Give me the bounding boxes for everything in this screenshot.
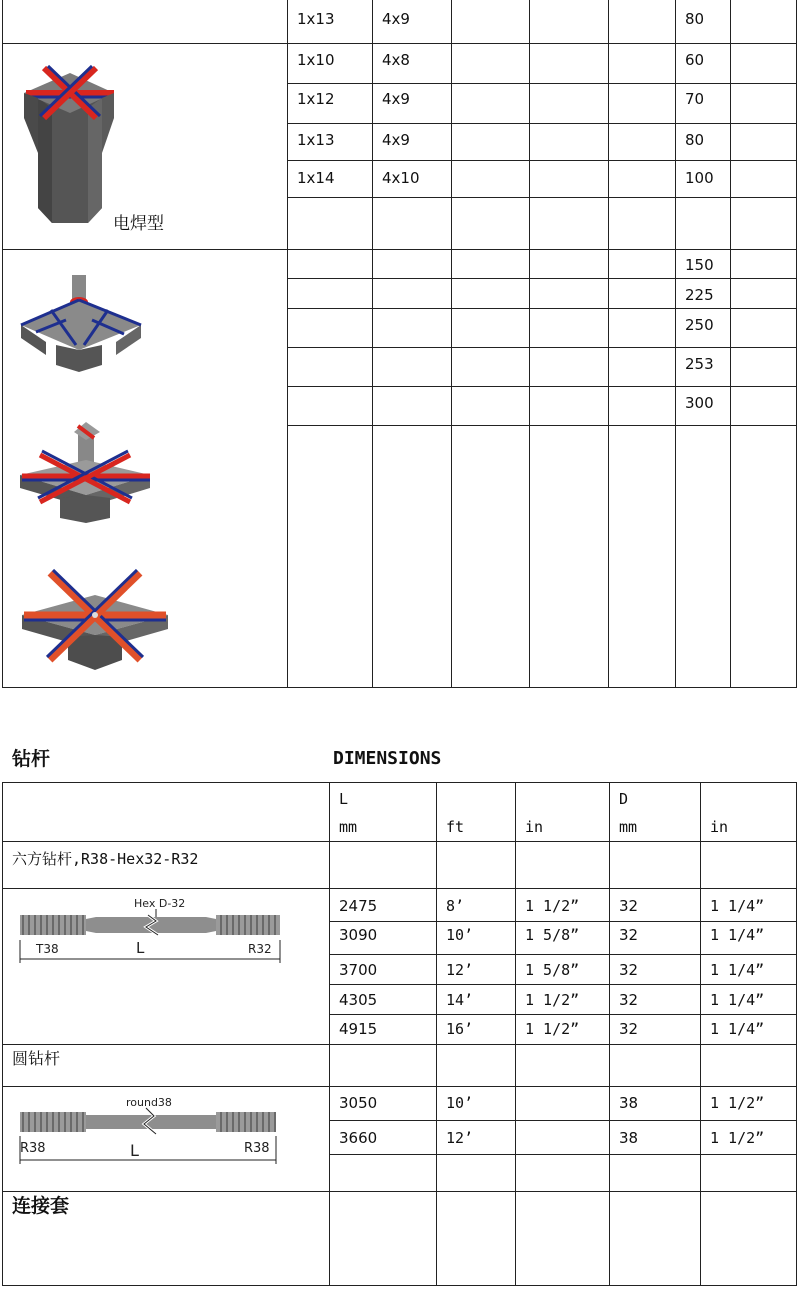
header-d-mm: mm <box>619 818 638 836</box>
cell: 2475 <box>339 897 378 915</box>
cell: 10’ <box>446 926 474 944</box>
cell: 32 <box>619 897 639 915</box>
cell: 225 <box>685 286 714 304</box>
hex-rod-title: 六方钻杆,R38-Hex32-R32 <box>12 850 199 868</box>
cell: 16’ <box>446 1020 474 1038</box>
cross-bit-image <box>14 58 124 228</box>
cell: 1x13 <box>297 131 335 149</box>
six-wing-bit-image <box>18 420 153 525</box>
cell: 300 <box>685 394 714 412</box>
round-rod-mid-label: L <box>130 1141 139 1160</box>
cell: 32 <box>619 1020 639 1038</box>
header-in: in <box>525 818 544 836</box>
cell: 4x10 <box>382 169 420 187</box>
cell: 100 <box>685 169 714 187</box>
round-rod-top-label: round38 <box>126 1096 172 1109</box>
cell: 10’ <box>446 1094 474 1112</box>
dimensions-title: DIMENSIONS <box>333 748 442 769</box>
cell: 1 5/8” <box>525 961 580 979</box>
cell: 1x13 <box>297 10 335 28</box>
cell: 1x14 <box>297 169 335 187</box>
cell: 1 1/4” <box>710 991 765 1009</box>
cell: 4x9 <box>382 90 410 108</box>
header-D: D <box>619 790 629 808</box>
cell: 1 1/2” <box>525 897 580 915</box>
cell: 80 <box>685 10 705 28</box>
cell: 1x10 <box>297 51 335 69</box>
cell: 1 1/2” <box>710 1129 765 1147</box>
cell: 32 <box>619 961 639 979</box>
cell: 4305 <box>339 991 378 1009</box>
cell: 1 1/2” <box>525 991 580 1009</box>
round-rod-right-label: R38 <box>244 1141 270 1156</box>
header-mm: mm <box>339 818 358 836</box>
cell: 32 <box>619 991 639 1009</box>
cell: 3090 <box>339 926 378 944</box>
hex-rod-top-label: Hex D-32 <box>134 897 186 910</box>
round-rod-title: 圆钻杆 <box>12 1049 61 1068</box>
cell: 1x12 <box>297 90 335 108</box>
cell: 1 1/2” <box>525 1020 580 1038</box>
cell: 1 1/2” <box>710 1094 765 1112</box>
hex-rod-left-label: T38 <box>36 942 59 956</box>
hex-rod-drawing <box>16 895 296 965</box>
hex-rod-right-label: R32 <box>248 942 272 956</box>
cell: 4915 <box>339 1020 378 1038</box>
cell: 4x8 <box>382 51 410 69</box>
header-L: L <box>339 790 349 808</box>
cell: 253 <box>685 355 714 373</box>
cell: 32 <box>619 926 639 944</box>
cell: 1 5/8” <box>525 926 580 944</box>
cell: 80 <box>685 131 705 149</box>
cell: 12’ <box>446 961 474 979</box>
hex-rod-mid-label: L <box>136 939 145 957</box>
round-rod-drawing <box>16 1094 296 1164</box>
six-wing-bit-large-image <box>20 565 170 675</box>
rods-section-title: 钻杆 <box>12 748 51 770</box>
cell: 3700 <box>339 961 378 979</box>
cell: 60 <box>685 51 705 69</box>
cell: 1 1/4” <box>710 1020 765 1038</box>
cell: 1 1/4” <box>710 897 765 915</box>
cell: 1 1/4” <box>710 961 765 979</box>
cell: 8’ <box>446 897 465 915</box>
cell: 70 <box>685 90 705 108</box>
header-ft: ft <box>446 818 465 836</box>
coupling-title: 连接套 <box>12 1195 70 1217</box>
cell: 4x9 <box>382 131 410 149</box>
cell: 250 <box>685 316 714 334</box>
multi-wing-bit-image <box>16 270 146 375</box>
cell: 38 <box>619 1129 639 1147</box>
cross-bit-caption: 电焊型 <box>113 214 164 234</box>
cell: 38 <box>619 1094 639 1112</box>
cell: 12’ <box>446 1129 474 1147</box>
cell: 3050 <box>339 1094 378 1112</box>
cell: 4x9 <box>382 10 410 28</box>
cell: 1 1/4” <box>710 926 765 944</box>
header-d-in: in <box>710 818 729 836</box>
cell: 3660 <box>339 1129 378 1147</box>
cell: 150 <box>685 256 714 274</box>
round-rod-left-label: R38 <box>20 1141 46 1156</box>
cell: 14’ <box>446 991 474 1009</box>
